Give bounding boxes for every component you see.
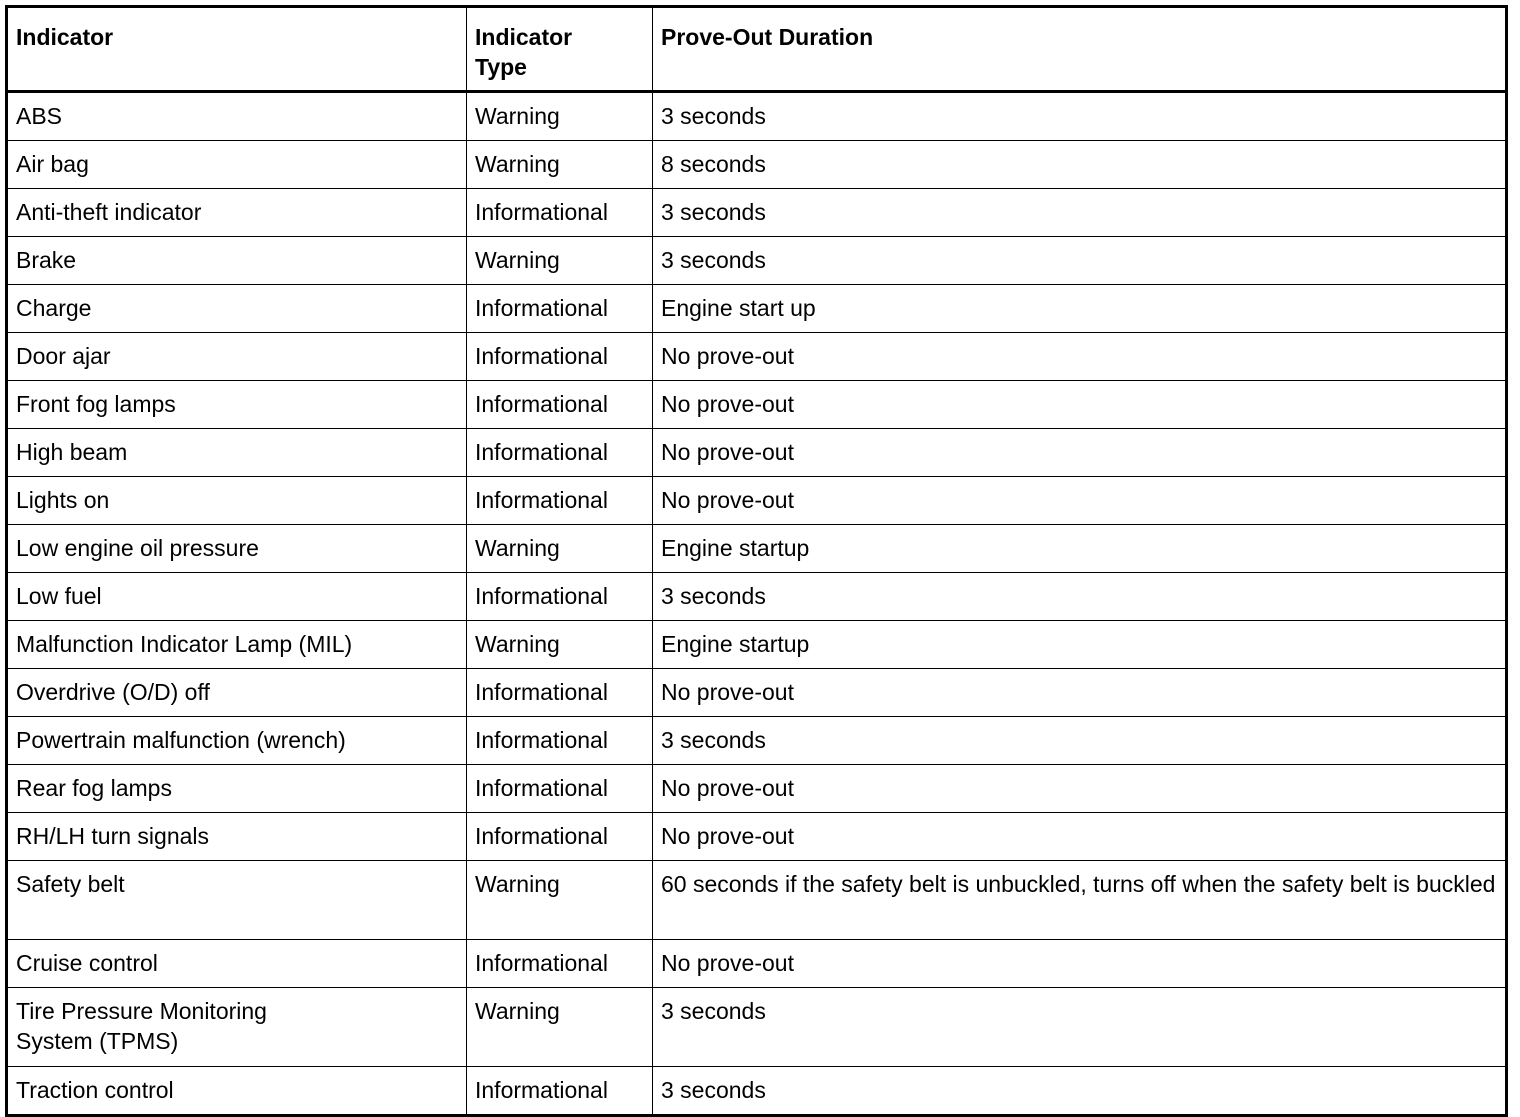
cell-indicator: Anti-theft indicator bbox=[7, 189, 467, 237]
cell-indicator: Low fuel bbox=[7, 573, 467, 621]
cell-duration: 3 seconds bbox=[653, 573, 1507, 621]
cell-type: Informational bbox=[467, 333, 653, 381]
table-row bbox=[7, 1067, 1507, 1116]
cell-duration: No prove-out bbox=[653, 477, 1507, 525]
table-row bbox=[7, 141, 1507, 189]
table-row bbox=[7, 765, 1507, 813]
cell-indicator: Front fog lamps bbox=[7, 381, 467, 429]
cell-type: Informational bbox=[467, 429, 653, 477]
indicator-table-container bbox=[5, 5, 1508, 1117]
cell-indicator: ABS bbox=[7, 92, 467, 141]
table-row bbox=[7, 333, 1507, 381]
cell-type: Informational bbox=[467, 765, 653, 813]
table-row bbox=[7, 621, 1507, 669]
cell-duration: Engine startup bbox=[653, 525, 1507, 573]
cell-type: Warning bbox=[467, 237, 653, 285]
cell-type: Informational bbox=[467, 477, 653, 525]
cell-duration: No prove-out bbox=[653, 940, 1507, 988]
cell-duration: No prove-out bbox=[653, 381, 1507, 429]
cell-type: Informational bbox=[467, 1067, 653, 1116]
cell-duration: 3 seconds bbox=[653, 237, 1507, 285]
table-row bbox=[7, 92, 1507, 141]
cell-type: Warning bbox=[467, 861, 653, 940]
header-indicator: Indicator bbox=[7, 7, 467, 92]
cell-indicator: Overdrive (O/D) off bbox=[7, 669, 467, 717]
table-row bbox=[7, 189, 1507, 237]
table-row bbox=[7, 381, 1507, 429]
cell-type: Warning bbox=[467, 988, 653, 1067]
cell-indicator: Malfunction Indicator Lamp (MIL) bbox=[7, 621, 467, 669]
header-indicator-type: Indicator Type bbox=[467, 7, 653, 92]
cell-type: Warning bbox=[467, 141, 653, 189]
table-row bbox=[7, 813, 1507, 861]
cell-duration: 3 seconds bbox=[653, 92, 1507, 141]
table-row bbox=[7, 285, 1507, 333]
cell-indicator: Rear fog lamps bbox=[7, 765, 467, 813]
table-row bbox=[7, 237, 1507, 285]
header-prove-out-duration: Prove-Out Duration bbox=[653, 7, 1507, 92]
cell-type: Informational bbox=[467, 189, 653, 237]
cell-indicator: Door ajar bbox=[7, 333, 467, 381]
cell-indicator: Low engine oil pressure bbox=[7, 525, 467, 573]
cell-type: Warning bbox=[467, 525, 653, 573]
cell-indicator: Safety belt bbox=[7, 861, 467, 940]
cell-type: Informational bbox=[467, 940, 653, 988]
cell-type: Warning bbox=[467, 621, 653, 669]
cell-indicator: Powertrain malfunction (wrench) bbox=[7, 717, 467, 765]
cell-indicator: Tire Pressure Monitoring System (TPMS) bbox=[7, 988, 467, 1067]
indicator-prove-out-table bbox=[5, 5, 1508, 1117]
cell-indicator: Charge bbox=[7, 285, 467, 333]
table-row bbox=[7, 477, 1507, 525]
cell-duration: 3 seconds bbox=[653, 1067, 1507, 1116]
cell-duration: No prove-out bbox=[653, 765, 1507, 813]
cell-type: Informational bbox=[467, 813, 653, 861]
cell-duration: No prove-out bbox=[653, 813, 1507, 861]
cell-indicator: High beam bbox=[7, 429, 467, 477]
cell-indicator: Air bag bbox=[7, 141, 467, 189]
table-row bbox=[7, 988, 1507, 1067]
cell-type: Informational bbox=[467, 381, 653, 429]
cell-duration: Engine startup bbox=[653, 621, 1507, 669]
table-row bbox=[7, 525, 1507, 573]
table-row bbox=[7, 861, 1507, 940]
table-row bbox=[7, 573, 1507, 621]
cell-duration: 8 seconds bbox=[653, 141, 1507, 189]
table-row bbox=[7, 429, 1507, 477]
cell-duration: No prove-out bbox=[653, 669, 1507, 717]
cell-duration: Engine start up bbox=[653, 285, 1507, 333]
table-header-row bbox=[7, 7, 1507, 92]
cell-indicator: RH/LH turn signals bbox=[7, 813, 467, 861]
cell-type: Informational bbox=[467, 717, 653, 765]
cell-type: Informational bbox=[467, 573, 653, 621]
cell-indicator: Traction control bbox=[7, 1067, 467, 1116]
cell-indicator: Lights on bbox=[7, 477, 467, 525]
cell-duration: 3 seconds bbox=[653, 988, 1507, 1067]
table-row bbox=[7, 940, 1507, 988]
table-row bbox=[7, 717, 1507, 765]
cell-type: Warning bbox=[467, 92, 653, 141]
table-row bbox=[7, 669, 1507, 717]
cell-indicator: Cruise control bbox=[7, 940, 467, 988]
cell-duration: 60 seconds if the safety belt is unbuckled, turns off when the safety belt is buckled bbox=[653, 861, 1507, 940]
cell-type: Informational bbox=[467, 669, 653, 717]
cell-duration: 3 seconds bbox=[653, 717, 1507, 765]
cell-duration: No prove-out bbox=[653, 333, 1507, 381]
cell-duration: No prove-out bbox=[653, 429, 1507, 477]
cell-indicator: Brake bbox=[7, 237, 467, 285]
cell-duration: 3 seconds bbox=[653, 189, 1507, 237]
cell-type: Informational bbox=[467, 285, 653, 333]
